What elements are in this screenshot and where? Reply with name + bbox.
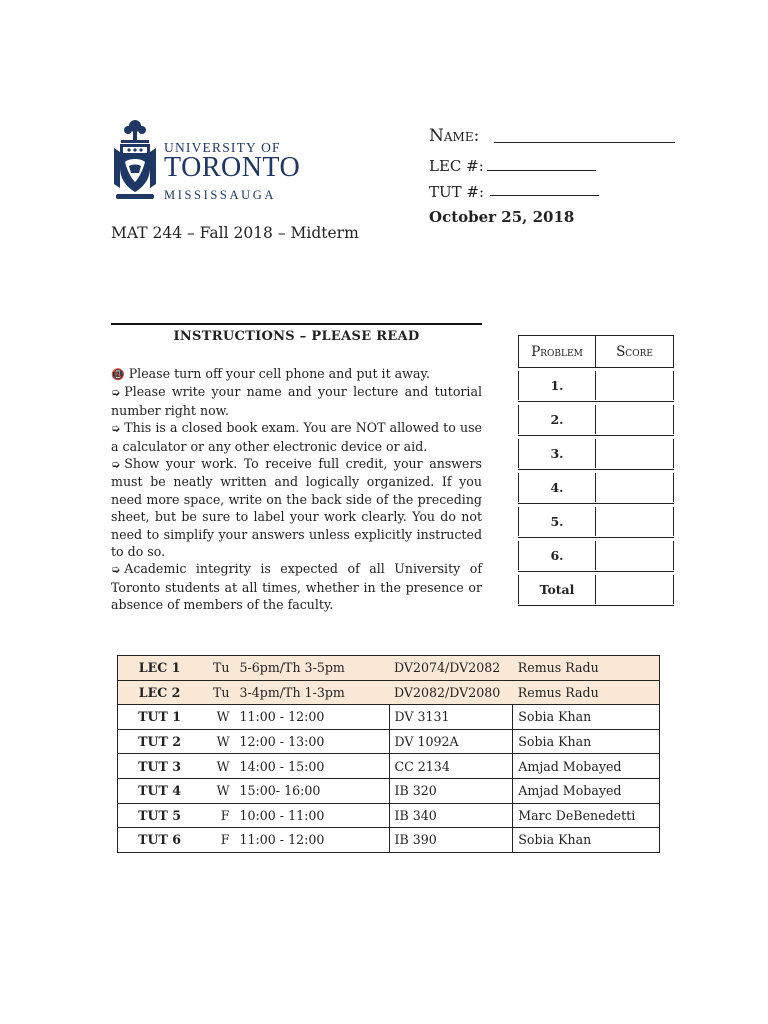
- section-instructor: Remus Radu: [513, 656, 660, 681]
- section-instructor: Amjad Mobayed: [513, 778, 660, 803]
- section-day: Tu: [201, 680, 234, 705]
- instruction-item: ➭ This is a closed book exam. You are NOT allowed to use a calculator or any other electronic device or aid.: [111, 420, 482, 454]
- tut-field-line[interactable]: [490, 195, 599, 196]
- section-name: TUT 6: [118, 828, 202, 853]
- arrow-bullet-icon: ➭: [111, 422, 121, 436]
- name-label: Name:: [429, 126, 480, 146]
- score-cell[interactable]: [596, 439, 674, 468]
- section-row: [118, 656, 660, 681]
- section-name: TUT 4: [118, 778, 202, 803]
- section-row: [118, 803, 660, 828]
- score-row: [518, 538, 674, 572]
- arrow-bullet-icon: ➭: [111, 386, 121, 400]
- section-row: [118, 680, 660, 705]
- section-instructor: Sobia Khan: [513, 729, 660, 754]
- section-room: DV2082/DV2080: [389, 680, 513, 705]
- section-time: 14:00 - 15:00: [235, 754, 389, 779]
- section-day: Tu: [201, 656, 234, 681]
- phone-off-icon: 📵: [111, 368, 125, 381]
- instruction-item: ➭ Please write your name and your lecture and tutorial number right now.: [111, 384, 482, 418]
- instruction-item: 📵 Please turn off your cell phone and put it away.: [111, 366, 430, 381]
- score-cell[interactable]: [596, 371, 674, 400]
- score-row: [518, 436, 674, 470]
- section-name: TUT 5: [118, 803, 202, 828]
- section-time: 11:00 - 12:00: [235, 705, 389, 730]
- section-row: [118, 729, 660, 754]
- section-room: DV2074/DV2082: [389, 656, 513, 681]
- section-instructor: Sobia Khan: [513, 705, 660, 730]
- section-instructor: Marc DeBenedetti: [513, 803, 660, 828]
- score-table-header: [518, 335, 674, 368]
- instructions-rule: [111, 323, 482, 325]
- section-day: W: [201, 705, 234, 730]
- lec-label: LEC #:: [429, 157, 484, 175]
- problem-number: 6.: [518, 541, 596, 570]
- section-day: W: [201, 754, 234, 779]
- section-time: 10:00 - 11:00: [235, 803, 389, 828]
- score-table: [518, 333, 674, 606]
- score-row: [518, 470, 674, 504]
- tut-label: TUT #:: [429, 183, 485, 201]
- total-score-cell[interactable]: [596, 575, 674, 604]
- instructions-heading: INSTRUCTIONS – PLEASE READ: [173, 329, 420, 344]
- section-name: TUT 1: [118, 705, 202, 730]
- lec-field-line[interactable]: [487, 170, 596, 171]
- total-label: Total: [518, 575, 596, 604]
- section-row: [118, 754, 660, 779]
- sections-table: [117, 655, 660, 853]
- score-cell[interactable]: [596, 405, 674, 434]
- section-name: TUT 3: [118, 754, 202, 779]
- score-cell[interactable]: [596, 507, 674, 536]
- logo-university-of: UNIVERSITY OF: [164, 140, 281, 155]
- problem-number: 3.: [518, 439, 596, 468]
- section-room: IB 340: [389, 803, 513, 828]
- university-logo: [112, 118, 312, 208]
- arrow-bullet-icon: ➭: [111, 563, 121, 577]
- score-row: [518, 402, 674, 436]
- instruction-item: ➭ Academic integrity is expected of all University of Toronto students at all times, whether in the presence or absence of members of the faculty.: [111, 561, 482, 613]
- score-column-header: Score: [596, 336, 674, 367]
- section-room: CC 2134: [389, 754, 513, 779]
- logo-mississauga: MISSISSAUGA: [164, 188, 276, 202]
- section-day: F: [201, 803, 234, 828]
- section-room: IB 390: [389, 828, 513, 853]
- score-cell[interactable]: [596, 541, 674, 570]
- section-room: DV 1092A: [389, 729, 513, 754]
- instruction-item: ➭ Show your work. To receive full credit, your answers must be neatly written and logically organized. If you need more space, write on the back side of the preceding sheet, but be sure to label your work clearly. You do not need to simplify your answers unless explicitly instructed to do so.: [111, 456, 482, 560]
- problem-number: 2.: [518, 405, 596, 434]
- section-room: IB 320: [389, 778, 513, 803]
- section-time: 12:00 - 13:00: [235, 729, 389, 754]
- section-time: 15:00- 16:00: [235, 778, 389, 803]
- section-day: F: [201, 828, 234, 853]
- section-time: 3-4pm/Th 1-3pm: [235, 680, 389, 705]
- course-title: MAT 244 – Fall 2018 – Midterm: [111, 224, 359, 242]
- score-row: [518, 504, 674, 538]
- exam-date: October 25, 2018: [429, 208, 575, 226]
- section-row: [118, 778, 660, 803]
- section-name: TUT 2: [118, 729, 202, 754]
- instructions-list: [111, 365, 482, 614]
- score-cell[interactable]: [596, 473, 674, 502]
- section-row: [118, 828, 660, 853]
- problem-number: 1.: [518, 371, 596, 400]
- name-field-line[interactable]: [494, 142, 675, 143]
- section-instructor: Amjad Mobayed: [513, 754, 660, 779]
- logo-toronto: TORONTO: [164, 152, 301, 183]
- arrow-bullet-icon: ➭: [111, 458, 121, 472]
- section-instructor: Remus Radu: [513, 680, 660, 705]
- score-row: [518, 368, 674, 402]
- score-row-total: [518, 572, 674, 606]
- section-name: LEC 2: [118, 680, 202, 705]
- problem-column-header: Problem: [518, 336, 596, 367]
- section-name: LEC 1: [118, 656, 202, 681]
- problem-number: 4.: [518, 473, 596, 502]
- section-row: [118, 705, 660, 730]
- section-day: W: [201, 729, 234, 754]
- section-time: 5-6pm/Th 3-5pm: [235, 656, 389, 681]
- section-room: DV 3131: [389, 705, 513, 730]
- problem-number: 5.: [518, 507, 596, 536]
- university-crest-icon: [112, 118, 158, 208]
- section-time: 11:00 - 12:00: [235, 828, 389, 853]
- section-instructor: Sobia Khan: [513, 828, 660, 853]
- section-day: W: [201, 778, 234, 803]
